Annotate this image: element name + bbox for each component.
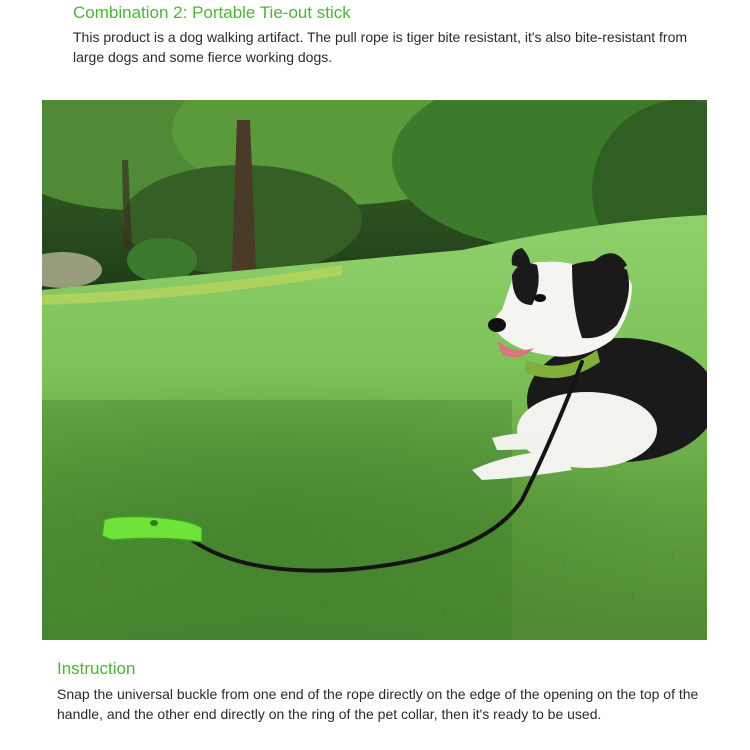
instruction-text: Snap the universal buckle from one end of the rope directly on the edge of the opening on the top of the handle, and the other end directly on the ring of the pet collar, then it's ready to be used. [57,686,699,722]
product-photo [42,100,707,640]
section-description-combination: This product is a dog walking artifact. The pull rope is tiger bite resistant, it's also bite-resistant from large dogs and some fierce working dogs. [73,29,688,65]
section-heading-combination: Combination 2: Portable Tie-out stick [73,3,351,22]
instruction-heading: Instruction [57,659,136,678]
